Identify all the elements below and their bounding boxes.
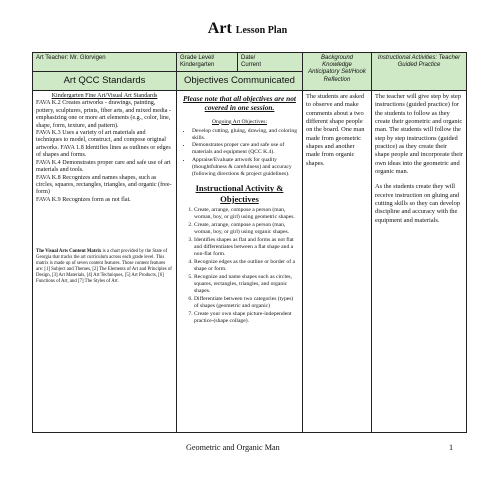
ongoing-objectives-list <box>180 128 299 179</box>
title-sub: Lesson Plan <box>235 25 288 36</box>
date-cell <box>238 53 303 72</box>
objectives-cell <box>177 90 303 432</box>
footer-title: Geometric and Organic Man <box>186 443 280 452</box>
lesson-plan-table <box>32 52 467 433</box>
list-item: 5. Recognize and name shapes such as circles, squares, rectangles, triangles, and organic shapes. <box>194 274 299 295</box>
list-item: • Develop cutting, gluing, drawing, and coloring skills. <box>192 128 299 142</box>
grade-level-label: Grade Level/ <box>180 55 215 61</box>
background-cell <box>303 90 372 432</box>
list-item: • Appraise/Evaluate artwork for quality (thoughtfulness & carefulness) and accuracy (following directions & project guidelines). <box>192 157 299 178</box>
matrix-title: The Visual Arts Content Matrix <box>36 249 102 255</box>
instructional-activity-title: Instructional Activity & Objectives <box>195 183 284 204</box>
background-header-cell <box>303 53 372 91</box>
standard-item: FAVA K.8 Recognizes and names shapes, such as circles, squares, rectangles, triangles, and organic (free-form) <box>36 174 172 196</box>
list-item: 1. Create, arrange, compose a person (man, woman, boy, or girl) using geometric shapes. <box>194 207 299 221</box>
list-item: 3. Identifies shapes as flat and forms as not flat and differentiates between a flat shape and a non-flat form. <box>194 237 299 258</box>
grade-level-value: Kindergarten <box>180 62 215 69</box>
grade-level-cell <box>177 53 238 72</box>
objectives-note: Please note that all objectives are not covered in one session. <box>183 93 296 112</box>
standards-heading: Kindergarten Fine Art/Visual Art Standards <box>51 92 158 99</box>
title-main: Art <box>207 20 232 37</box>
matrix-text: is a chart provided by the State of Georgia that tracks the art curriculum across each grade level. This matrix is made up of seven content features. Those content features are: [1] Subject and Themes, [2] The Elements of Art and Principles of Design, [3] Art Materials, [4] Art Techniques, [5] Art Products, [6] Functions of Art, and [7] The Styles of Art. <box>36 249 172 285</box>
background-header: Background Knowledge Anticipatory Set/Hook Reflection <box>308 55 366 83</box>
ongoing-objectives-label: Ongoing Art Objectives: <box>212 118 267 125</box>
list-item: 4. Recognize edges as the outline or border of a shape or form. <box>194 259 299 273</box>
teacher-cell <box>33 53 177 72</box>
teacher-label: Art Teacher: Mr. Glorvigen <box>36 55 106 61</box>
background-text: The students are asked to observe and make comments about a two different shape people on the board. One man made from geometric shapes and another made from organic shapes. <box>306 92 365 167</box>
page-title <box>0 20 495 38</box>
content-matrix-note <box>36 249 173 285</box>
date-value: Current <box>241 62 262 69</box>
objectives-label: Objectives Communicated <box>184 75 295 87</box>
standard-item: FAVA K.9 Recognizes form as not flat. <box>36 196 131 203</box>
instructional-header-cell <box>372 53 467 91</box>
list-item: • Demonstrates proper care and safe use of materials and equipment (QCC K.4). <box>192 142 299 156</box>
standard-item: FAVA K.2 Creates artworks - drawings, painting, pottery, sculptures, prints, fiber arts, and mixed media - emphasizing one or more art elements (e.g., color, line, shape, form, texture, and pattern). <box>36 100 171 129</box>
list-item: 7. Create your own shape picture-independent practice-(shape collage). <box>194 311 299 325</box>
standard-item: FAVA K.4 Demonstrates proper care and safe use of art materials and tools. <box>36 159 171 174</box>
instructional-text-1: The teacher will give step by step instructions (guided practice) for the students to follow as they create their geometric and organic man. The students will follow the step by step instructions (guided practice) as they create their shape people and incorporate their own ideas into the geometric and organic man. <box>375 92 464 175</box>
instructional-text-2: As the students create they will receive instruction on gluing and cutting skills so they can develop discipline and accuracy with the equipment and materials. <box>375 183 461 224</box>
qcc-standards-header <box>33 72 177 91</box>
list-item: 6. Differentiate between two categories (types) of shapes (geometric and organic) <box>194 296 299 310</box>
qcc-standards-label: Art QCC Standards <box>63 75 146 87</box>
instructional-steps-list <box>180 207 299 325</box>
list-item: 2. Create, arrange, compose a person (man, woman, boy, or girl) using organic shapes. <box>194 222 299 236</box>
instructional-header: Instructional Activities: Teacher Guided Practice <box>377 55 461 69</box>
instructional-cell <box>372 90 467 432</box>
standards-cell <box>33 90 177 432</box>
objectives-header <box>177 72 303 91</box>
page-number: 1 <box>449 443 454 452</box>
date-label: Date/ <box>241 55 256 61</box>
standard-item: FAVA K.3 Uses a variety of art materials and techniques to model, construct, and compose original artworks. FAVA 1.8 Identifies lines as outlines or edges of shapes and forms. <box>36 130 171 159</box>
